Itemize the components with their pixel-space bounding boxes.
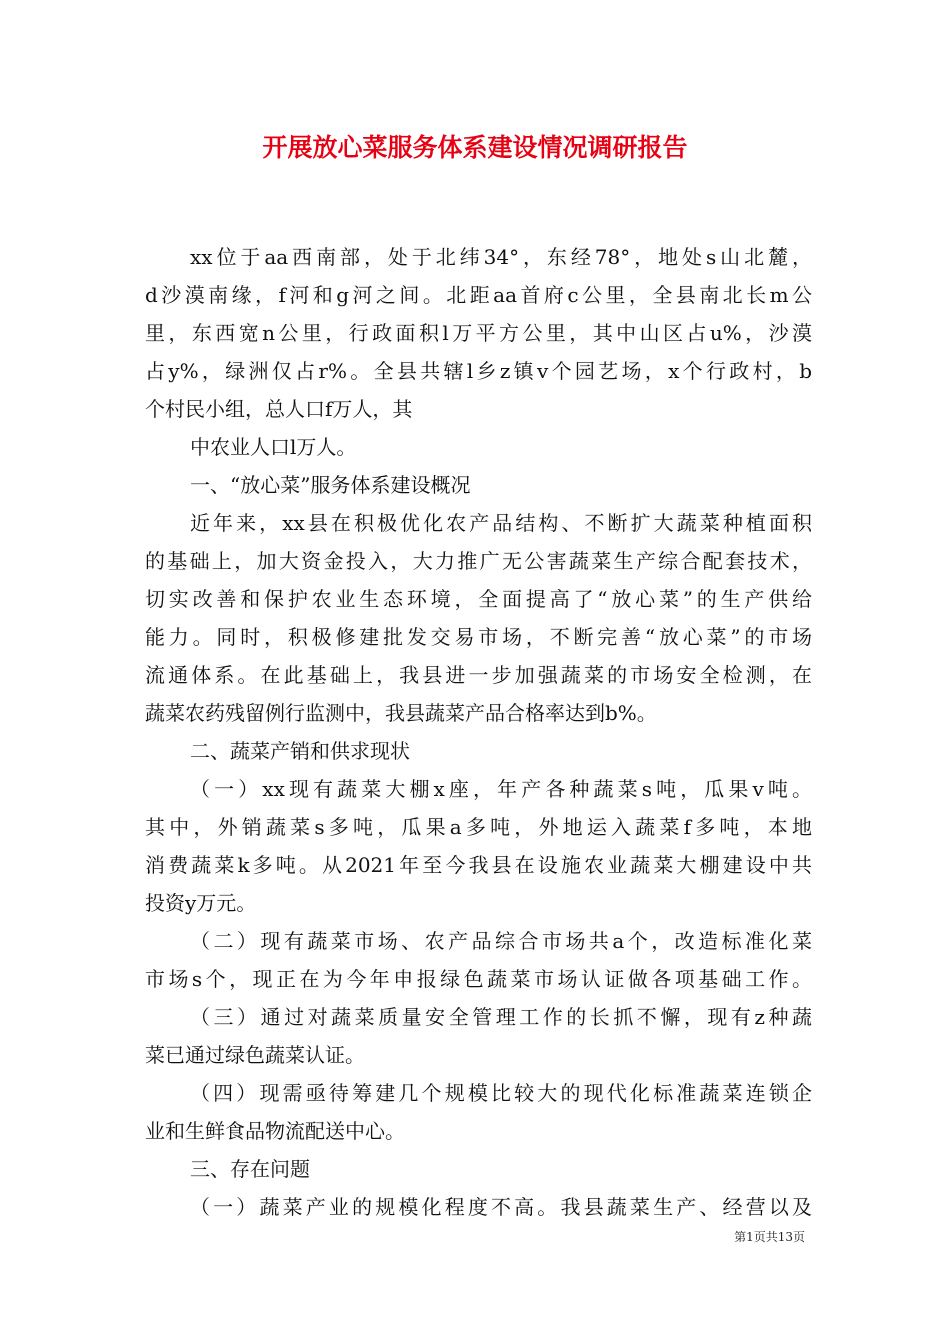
body-line-2: d沙漠南缘，f河和g河之间。北距aa首府c公里，全县南北长m公 <box>145 283 812 307</box>
body-line-13: 蔬菜农药残留例行监测中，我县蔬菜产品合格率达到b%。 <box>145 701 657 725</box>
section-heading-3: 三、存在问题 <box>190 1157 310 1181</box>
body-line-10: 切实改善和保护农业生态环境，全面提高了“放心菜”的生产供给 <box>145 587 812 611</box>
page-number: 第1页共13页 <box>734 1230 805 1244</box>
body-line-6: 中农业人口l万人。 <box>190 435 357 459</box>
body-line-16: 其中，外销蔬菜s多吨，瓜果a多吨，外地运入蔬菜f多吨，本地 <box>145 815 812 839</box>
section-heading-1: 一、“放心菜”服务体系建设概况 <box>190 473 471 497</box>
body-line-4: 占y%，绿洲仅占r%。全县共辖l乡z镇v个园艺场，x个行政村，b <box>145 359 812 383</box>
body-line-19: （二）现有蔬菜市场、农产品综合市场共a个，改造标准化菜 <box>190 929 812 953</box>
body-line-17: 消费蔬菜k多吨。从2021年至今我县在设施农业蔬菜大棚建设中共 <box>145 853 812 877</box>
body-line-3: 里，东西宽n公里，行政面积l万平方公里，其中山区占u%，沙漠 <box>145 321 812 345</box>
body-line-21: （三）通过对蔬菜质量安全管理工作的长抓不懈，现有z种蔬 <box>190 1005 812 1029</box>
body-line-18: 投资y万元。 <box>145 891 257 915</box>
document-title: 开展放心菜服务体系建设情况调研报告 <box>262 133 688 162</box>
body-line-9: 的基础上，加大资金投入，大力推广无公害蔬菜生产综合配套技术， <box>145 549 812 573</box>
body-line-26: （一）蔬菜产业的规模化程度不高。我县蔬菜生产、经营以及 <box>190 1195 812 1219</box>
body-line-8: 近年来，xx县在积极优化农产品结构、不断扩大蔬菜种植面积 <box>190 511 812 535</box>
body-line-22: 菜已通过绿色蔬菜认证。 <box>145 1043 365 1067</box>
body-line-24: 业和生鲜食品物流配送中心。 <box>145 1119 405 1143</box>
body-line-20: 市场s个，现正在为今年申报绿色蔬菜市场认证做各项基础工作。 <box>145 967 812 991</box>
body-line-11: 能力。同时，积极修建批发交易市场，不断完善“放心菜”的市场 <box>145 625 812 649</box>
section-heading-2: 二、蔬菜产销和供求现状 <box>190 739 410 763</box>
body-line-12: 流通体系。在此基础上，我县进一步加强蔬菜的市场安全检测，在 <box>145 663 812 687</box>
body-line-5: 个村民小组，总人口f万人，其 <box>145 397 413 421</box>
body-line-1: xx位于aa西南部，处于北纬34°，东经78°，地处s山北麓， <box>190 245 812 269</box>
body-line-15: （一）xx现有蔬菜大棚x座，年产各种蔬菜s吨，瓜果v吨。 <box>190 777 812 801</box>
body-line-23: （四）现需亟待筹建几个规模比较大的现代化标准蔬菜连锁企 <box>190 1081 812 1105</box>
